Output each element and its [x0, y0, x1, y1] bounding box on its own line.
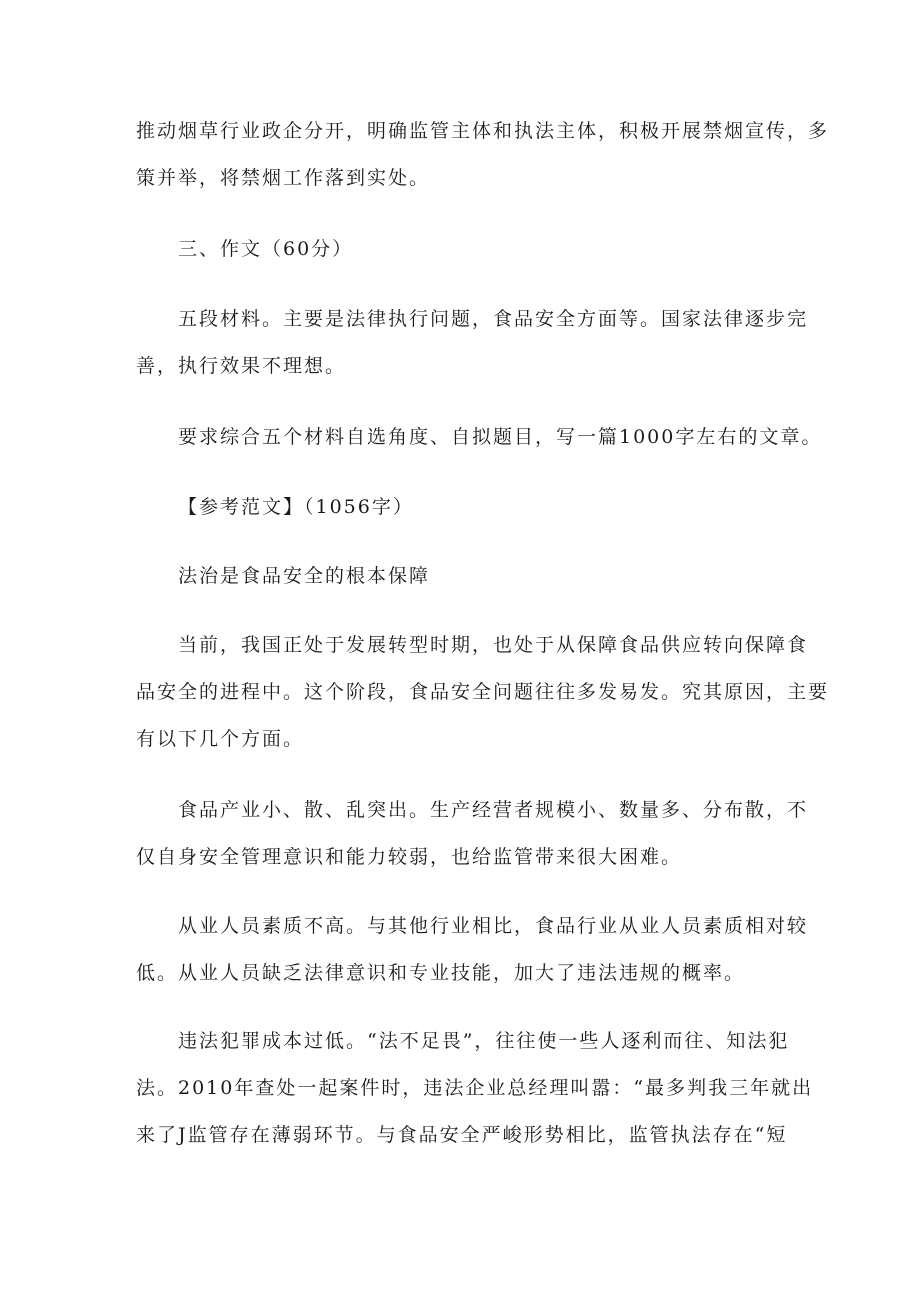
paragraph-requirement: [136, 414, 823, 461]
essay-title: [136, 553, 792, 600]
essay-paragraph: [136, 787, 809, 881]
text-line: 低。从业人员缺乏法律意识和专业技能，加大了违法违规的概率。: [136, 962, 746, 984]
essay-paragraph: [136, 1018, 814, 1159]
paragraph-continuation: [136, 108, 830, 202]
essay-paragraph: [136, 903, 809, 997]
text-line: 食品产业小、散、乱突出。生产经营者规模小、数量多、分布散，不: [178, 799, 809, 821]
text-line: 推动烟草行业政企分开，明确监管主体和执法主体，积极开展禁烟宣传，多: [136, 120, 830, 142]
text-line: 当前，我国正处于发展转型时期，也处于从保障食品供应转向保障食: [178, 634, 809, 656]
section-heading-essay: [136, 226, 792, 273]
reference-essay-label: [136, 484, 792, 531]
text-line: 善，执行效果不理想。: [136, 355, 347, 377]
text-line: 五段材料。主要是法律执行问题，食品安全方面等。国家法律逐步完: [178, 308, 809, 330]
text-line: 品安全的进程中。这个阶段，食品安全问题往往多发易发。究其原因，主要: [136, 681, 830, 703]
text-line: 要求综合五个材料自选角度、自拟题目，写一篇1000字左右的文章。: [178, 426, 823, 448]
text-line: 【参考范文】（1056字）: [178, 496, 414, 518]
text-line: 来了J监管存在薄弱环节。与食品安全严峻形势相比，监管执法存在“短: [136, 1124, 788, 1146]
text-line: 违法犯罪成本过低。“法不足畏”，往往使一些人逐利而往、知法犯: [178, 1030, 790, 1052]
text-line: 法。2010年查处一起案件时，违法企业总经理叫嚣：“最多判我三年就出: [136, 1077, 814, 1099]
text-line: 法治是食品安全的根本保障: [178, 565, 431, 587]
essay-paragraph: [136, 622, 830, 763]
text-line: 策并举，将禁烟工作落到实处。: [136, 167, 431, 189]
paragraph-materials: [136, 296, 809, 390]
text-line: 从业人员素质不高。与其他行业相比，食品行业从业人员素质相对较: [178, 915, 809, 937]
text-line: 仅自身安全管理意识和能力较弱，也给监管带来很大困难。: [136, 846, 683, 868]
text-line: 有以下几个方面。: [136, 728, 305, 750]
text-line: 三、作文（60分）: [178, 238, 354, 260]
